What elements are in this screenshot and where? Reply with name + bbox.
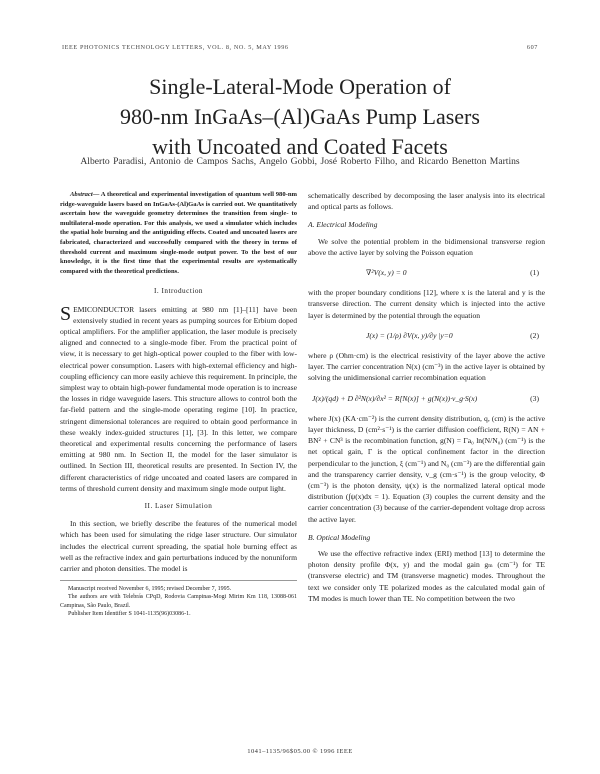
abstract — [60, 190, 297, 276]
footnote-manuscript: Manuscript received November 6, 1995; revised December 7, 1995. — [68, 586, 232, 593]
equation-3-number: (3) — [530, 393, 539, 403]
electrical-paragraph-1: We solve the potential problem in the bidimensional transverse region above the active layer by solving the Poisson equation — [308, 236, 545, 257]
copyright-line: 1041–1135/96$05.00 © 1996 IEEE — [247, 748, 353, 755]
section-heading-laser-simulation: II. Laser Simulation — [144, 502, 213, 510]
title-line-1: Single-Lateral-Mode Operation of — [149, 74, 451, 99]
footnotes — [60, 580, 297, 618]
equation-1-number: (1) — [530, 268, 539, 278]
subsection-heading-electrical: A. Electrical Modeling — [308, 220, 378, 230]
equation-1-body: ∇²V(x, y) = 0 — [366, 268, 407, 278]
introduction-lead-word: EMICONDUCTOR — [73, 304, 135, 314]
section-heading-introduction: I. Introduction — [153, 287, 204, 296]
running-head — [62, 44, 538, 51]
continuation-paragraph: schematically described by decomposing the laser analysis into its electrical and optical parts as follows. — [308, 191, 545, 212]
right-column — [308, 190, 545, 604]
equation-2-number: (2) — [530, 330, 539, 340]
paper-title — [40, 72, 560, 162]
author-list: Alberto Paradisi, Antonio de Campos Sachs, Angelo Gobbi, José Roberto Filho, and Ricardo Benetton Martins — [80, 156, 520, 167]
drop-cap: S — [60, 302, 72, 325]
equation-3-body: J(x)/(qd) + D ∂²N(x)/∂x² = R[N(x)] + g(N(x))·v_g·S(x) — [312, 393, 478, 403]
title-line-2: 980-nm InGaAs–(Al)GaAs Pump Lasers — [120, 104, 480, 129]
left-column — [60, 190, 297, 618]
electrical-paragraph-3: where ρ (Ohm·cm) is the electrical resistivity of the layer above the active layer. The carrier concentration N(x) (cm⁻³) in the active layer is obtained by solving the unidimensional carrier recombination equation — [308, 351, 545, 383]
page-number: 607 — [526, 44, 538, 51]
subsection-heading-optical: B. Optical Modeling — [308, 532, 371, 542]
introduction-paragraph — [60, 304, 297, 494]
title-line-3: with Uncoated and Coated Facets — [152, 134, 448, 159]
electrical-paragraph-2: with the proper boundary conditions [12], where x is the lateral and y is the transverse direction. The current density which is injected into the active layer is determined by the potential through the equation — [308, 288, 545, 320]
equation-2 — [308, 330, 545, 341]
abstract-text: A theoretical and experimental investigation of quantum well 980-nm ridge-waveguide lasers based on InGaAs-(Al)GaAs is carried out. We quantitatively ascertain how the waveguide geometry determines the transition from single- to multilateral-mode operation. For this analysis, we used a simulator which includes the spatial hole burning and the antiguiding effects. Coated and uncoated lasers are fabricated, characterized and successfully compared with the theory in terms of threshold current and maximum single-mode output power. To the best of our knowledge, it is the first time that the experimental results are systematically compared with the theoretical predictions. — [60, 191, 297, 275]
laser-simulation-paragraph: In this section, we briefly describe the features of the numerical model which has been used for simulating the ridge laser structure. Our simulator includes the electrical current spreading, the spatial hole burning effect as well as the refractive index and gain perturbations induced by the nonuniform carrier and photon densities. The model is — [60, 519, 297, 574]
electrical-paragraph-4: where J(x) (KA·cm⁻²) is the current density distribution, q, (cm) is the active layer thickness, D (cm²·s⁻¹) is the carrier diffusion coefficient, R(N) = AN + BN² + CN³ is the recombination function, g(N) = Γa₀ ln(N/N₀) (cm⁻¹) is the net optical gain, Γ is the optical confinement factor in the direction perpendicular to the junction, ξ (cm⁻¹) and N₀ (cm⁻³) are the differential gain and the transparency carrier density, v_g (cm·s⁻¹) is the group velocity, Φ (cm⁻³) is the photon density, ψ(x) is the normalized lateral optical mode distribution (∫ψ(x)dx = 1). Equation (3) couples the current density and the carrier concentration (3) because of the carrier-dependent voltage drop across the active layer. — [308, 413, 545, 524]
journal-running-title: IEEE PHOTONICS TECHNOLOGY LETTERS, VOL. 8, NO. 5, MAY 1996 — [62, 44, 289, 51]
footnote-pii: Publisher Item Identifier S 1041-1135(96)03086-1. — [68, 610, 191, 617]
equation-3 — [308, 393, 545, 404]
optical-paragraph-1: We use the effective refractive index (ERI) method [13] to determine the photon density profile Φ(x, y) and the modal gain gₘ (cm⁻¹) for TE (transverse electric) and TM (transverse magnetic) modes. Throughout the text we consider only TE polarized modes as the calculated modal gain of TM modes is much lower than TE. No competition between the two — [308, 549, 545, 603]
equation-2-body: J(x) = (1/ρ) ∂V(x, y)/∂y |y=0 — [366, 330, 453, 340]
equation-1 — [308, 267, 545, 278]
introduction-body: lasers emitting at 980 nm [1]–[11] have been extensively studied in recent years as pumping sources for Erbium doped optical amplifiers. For the amplifier application, the laser module is precisely aligned and connected to a single-mode fiber. From the practical point of view, it is necessary to get high-optical power coupled to the fiber with low-electrical power consumption. Lasers with high-external efficiency and high-coupling efficiency can more easily achieve this requirement. In principle, the simplest way to obtain high-power fundamental mode operation is to increase the losses in ridge waveguide lasers. This structure allows to control both the far-field pattern and the single-mode operating regime [10]. In practice, stringent dimensional tolerances are required to obtain good performance in these weakly index-guided structures [1], [3]. In this letter, we compare theoretical and experimental results concerning the performance of lasers emitting at 980 nm. In Section II, the model for the laser simulator is outlined. In Section III, theoretical results are presented. In Section IV, the different characteristics of ridge uncoated and coated lasers are compared in terms of threshold current density and maximum single mode output light. — [60, 304, 297, 493]
abstract-label: Abstract— — [70, 191, 100, 198]
footnote-affiliation: The authors are with Telebrás CPqD, Rodovia Campinas-Mogi Mirim Km 118, 13088-061 Campinas, São Paulo, Brazil. — [60, 594, 297, 609]
